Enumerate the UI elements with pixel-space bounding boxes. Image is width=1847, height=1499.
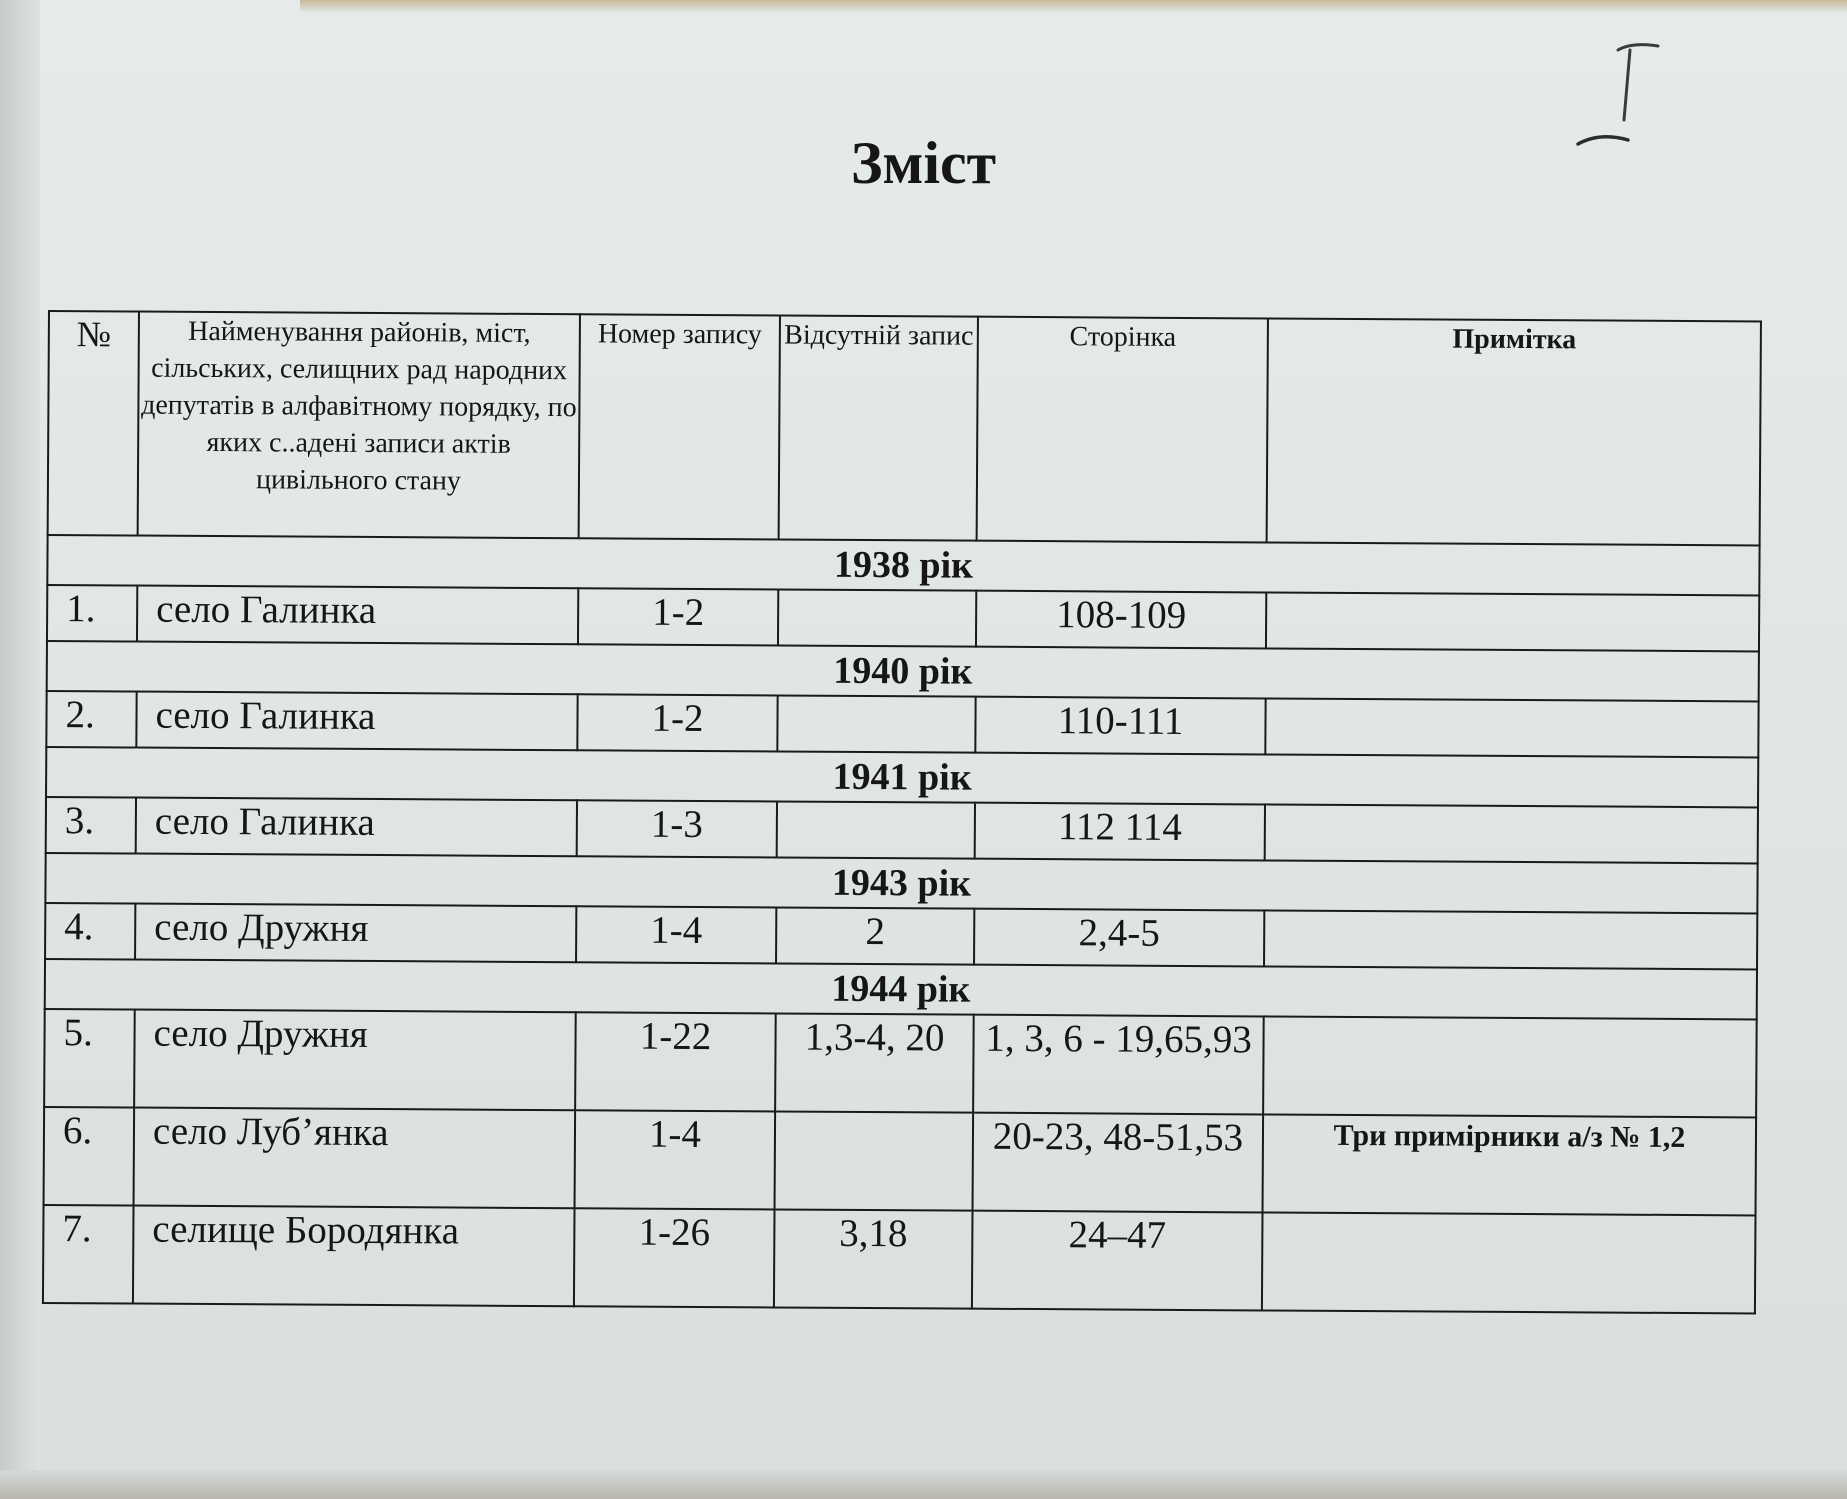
year-label: 1943 рік <box>45 853 1757 913</box>
row-note: Три примірники а/з № 1,2 <box>1263 1114 1757 1215</box>
year-label: 1944 рік <box>45 959 1757 1019</box>
page-edge-left <box>0 0 40 1499</box>
row-record: 1-4 <box>576 906 776 963</box>
row-name: село Дружня <box>134 1010 576 1111</box>
row-missing <box>778 589 976 646</box>
row-missing <box>777 695 975 752</box>
year-label: 1941 рік <box>46 747 1758 807</box>
row-name: село Дружня <box>135 904 576 963</box>
row-name: селище Бородянка <box>133 1206 575 1307</box>
table-row <box>44 1009 1757 1117</box>
row-page: 20-23, 48-51,53 <box>973 1113 1264 1213</box>
year-label: 1940 рік <box>47 641 1759 701</box>
row-page: 112 114 <box>975 803 1265 861</box>
row-number: 3. <box>46 797 136 854</box>
row-note <box>1264 910 1757 969</box>
row-number: 2. <box>46 691 136 748</box>
table-row <box>47 585 1759 651</box>
row-name: село Луб’янка <box>134 1108 576 1209</box>
row-page: 24–47 <box>972 1211 1263 1311</box>
page-edge-top <box>300 0 1847 12</box>
row-note <box>1266 592 1759 651</box>
contents-table <box>42 310 1762 1314</box>
row-name: село Галинка <box>136 798 577 857</box>
handwritten-page-number-icon <box>1570 40 1680 150</box>
row-note <box>1265 698 1758 757</box>
row-record: 1-2 <box>577 694 777 751</box>
table-row <box>46 797 1758 863</box>
row-missing: 2 <box>776 907 974 964</box>
page-edge-bottom <box>0 1470 1847 1499</box>
row-missing <box>775 1111 974 1210</box>
row-record: 1-3 <box>577 800 777 857</box>
row-page: 1, 3, 6 - 19,65,93 <box>973 1015 1264 1115</box>
row-missing <box>777 801 975 858</box>
header-number: № <box>48 311 139 536</box>
table-row <box>46 691 1758 757</box>
header-record-number: Номер запису <box>579 314 780 539</box>
row-number: 1. <box>47 585 137 642</box>
row-number: 7. <box>43 1205 134 1304</box>
row-name: село Галинка <box>137 586 578 645</box>
row-number: 5. <box>44 1009 135 1108</box>
table-row <box>45 903 1757 969</box>
row-record: 1-22 <box>575 1012 776 1111</box>
row-page: 108-109 <box>976 591 1266 649</box>
header-note: Примітка <box>1267 318 1761 545</box>
table-row <box>43 1205 1756 1313</box>
table-header-row <box>48 311 1761 545</box>
row-page: 2,4-5 <box>974 909 1264 967</box>
header-missing-record: Відсутній запис <box>779 315 978 540</box>
row-number: 4. <box>45 903 135 960</box>
row-name: село Галинка <box>136 692 577 751</box>
row-number: 6. <box>44 1107 135 1206</box>
row-missing: 1,3-4, 20 <box>775 1013 974 1112</box>
row-note <box>1263 1016 1757 1117</box>
year-label: 1938 рік <box>47 535 1759 595</box>
header-name: Найменування районів, міст, сільських, селищних рад народних депутатів в алфавітному порядку, по яких с..адені записи актів цивільного стану <box>138 312 580 539</box>
row-missing: 3,18 <box>774 1209 973 1308</box>
header-page: Сторінка <box>977 317 1268 543</box>
row-page: 110-111 <box>975 697 1265 755</box>
page-title: Зміст <box>850 130 997 196</box>
row-note <box>1262 1212 1756 1313</box>
row-record: 1-26 <box>574 1208 775 1307</box>
row-note <box>1265 804 1758 863</box>
row-record: 1-2 <box>578 588 778 645</box>
row-record: 1-4 <box>575 1110 776 1209</box>
table-row <box>44 1107 1757 1215</box>
